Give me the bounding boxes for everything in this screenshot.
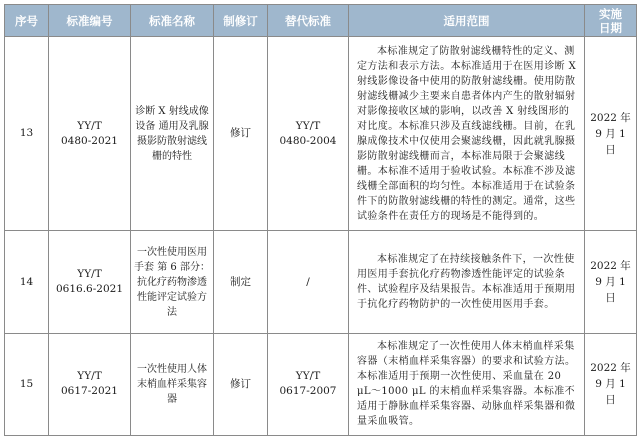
row-code-line1: YY/T xyxy=(77,119,102,132)
row-code-line1: YY/T xyxy=(77,268,102,281)
row-name: 一次性使用人体末梢血样采集容器 xyxy=(131,333,214,435)
row-replaces-line1: YY/T xyxy=(295,370,321,383)
row-seq: 14 xyxy=(5,231,49,333)
row-name: 诊断 X 射线成像设备 通用及乳腺摄影防散射滤线栅的特性 xyxy=(131,37,214,231)
row-replaces-line2: 0617-2007 xyxy=(279,385,337,398)
row-replaces xyxy=(268,37,349,231)
row-code xyxy=(49,231,131,333)
header-scope: 适用范围 xyxy=(349,5,585,37)
header-seq: 序号 xyxy=(5,5,49,37)
header-replaces: 替代标准 xyxy=(268,5,349,37)
row-scope: 本标准规定了在持续接触条件下，一次性使用医用手套抗化疗药物渗透性能评定的试验条件、试验程序及结果报告。本标准适用于预期用于抗化疗药物防护的一次性使用医用手套。 xyxy=(349,231,585,333)
table-row xyxy=(5,37,637,231)
header-date-line1: 实施 xyxy=(599,6,622,21)
row-code-line2: 0617-2021 xyxy=(61,385,118,398)
row-scope: 本标准规定了防散射滤线栅特性的定义、测定方法和表示方法。本标准适用于在医用诊断 X 射线影像设备中使用的防散射滤线栅。使用防散射滤线栅减少主要来自患者体内产生的散射辐射对影像接收区域的影响，以改善 X 射线图形的对比度。本标准只涉及直线滤线栅。目前，在乳腺成像技术中仅使用会聚滤线栅，因此就乳腺摄影防散射滤线栅而言，本标准局限于会聚滤线栅。本标准不适用于验收试验。本标准不涉及滤线栅全部面积的均匀性。本标准适用于在试验条件下的防散射滤线栅的特性的测定。通常，这些试验条件在责任方的现场是不能得到的。 xyxy=(349,37,585,231)
row-revision: 制定 xyxy=(214,231,268,333)
header-code: 标准编号 xyxy=(49,5,131,37)
row-code-line2: 0480-2021 xyxy=(61,134,118,147)
row-date xyxy=(585,37,637,231)
standards-table xyxy=(4,4,637,436)
header-date-line2: 日期 xyxy=(599,20,622,35)
row-replaces-line2: 0480-2004 xyxy=(279,134,337,147)
row-revision: 修订 xyxy=(214,333,268,435)
row-replaces-line1: YY/T xyxy=(295,119,321,132)
row-date-line2: 9 月 1 日 xyxy=(595,378,626,407)
row-name: 一次性使用医用手套 第 6 部分：抗化疗药物渗透性能评定试验方法 xyxy=(131,231,214,333)
header-name: 标准名称 xyxy=(131,5,214,37)
row-code xyxy=(49,37,131,231)
table-row xyxy=(5,231,637,333)
row-date-line1: 2022 年 xyxy=(590,260,631,273)
row-date-line1: 2022 年 xyxy=(590,362,631,375)
row-replaces xyxy=(268,333,349,435)
row-code-line2: 0616.6-2021 xyxy=(55,283,123,296)
row-code-line1: YY/T xyxy=(77,370,102,383)
row-date-line1: 2022 年 xyxy=(590,111,631,124)
row-seq: 13 xyxy=(5,37,49,231)
table-row xyxy=(5,333,637,435)
header-row xyxy=(5,5,637,37)
header-date xyxy=(585,5,637,37)
row-date-line2: 9 月 1 日 xyxy=(595,276,626,305)
header-revision: 制修订 xyxy=(214,5,268,37)
row-revision: 修订 xyxy=(214,37,268,231)
row-date-line2: 9 月 1 日 xyxy=(595,127,626,156)
row-date xyxy=(585,333,637,435)
row-replaces xyxy=(268,231,349,333)
row-seq: 15 xyxy=(5,333,49,435)
row-replaces-line1: / xyxy=(306,275,310,288)
row-scope: 本标准规定了一次性使用人体末梢血样采集容器（末梢血样采集容器）的要求和试验方法。本标准适用于预期一次性使用、采血量在 20 μL～1000 μL 的末梢血样采集容器。本标准不适用于静脉血样采集容器、动脉血样采集器和微量采血吸管。 xyxy=(349,333,585,435)
row-date xyxy=(585,231,637,333)
row-code xyxy=(49,333,131,435)
